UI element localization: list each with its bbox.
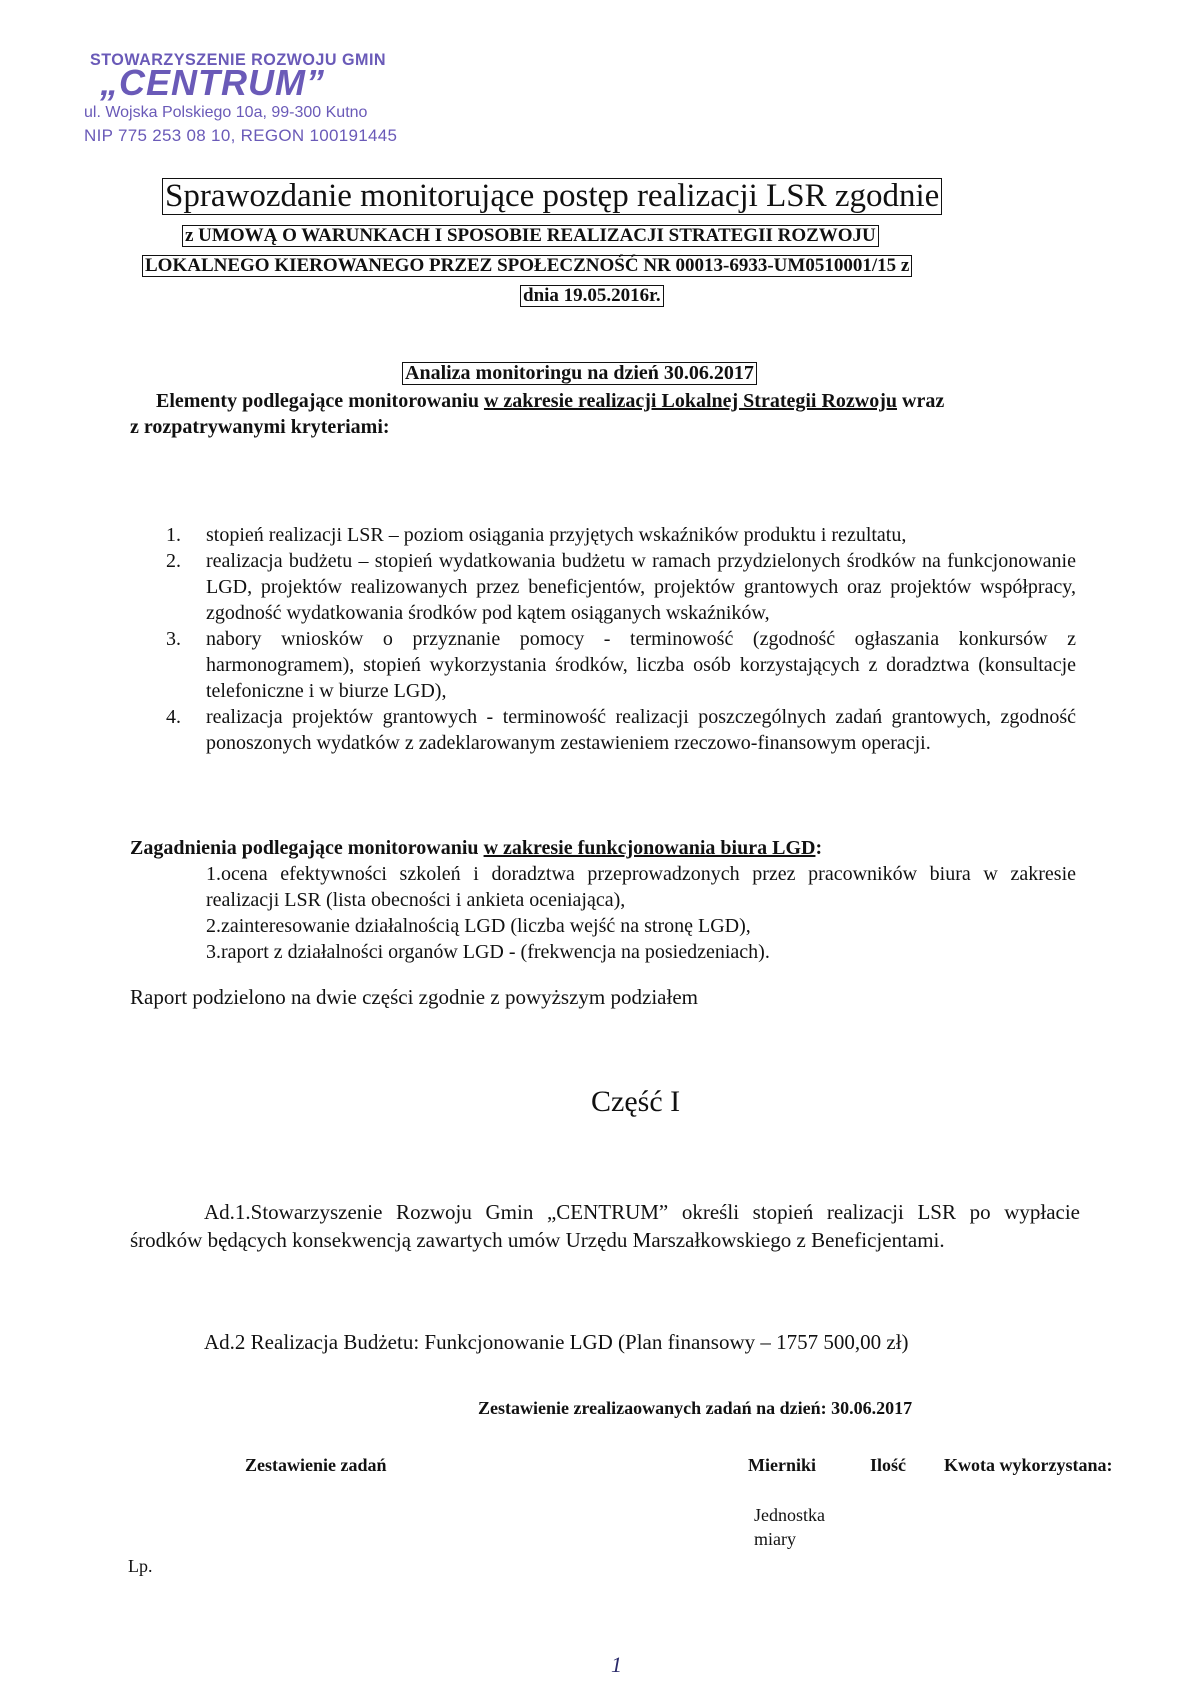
criteria-list xyxy=(166,522,1076,756)
analysis-intro-scope: w zakresie realizacji Lokalnej Strategii Rozwoju xyxy=(483,390,898,412)
subtitle-line-1: z UMOWĄ O WARUNKACH I SPOSOBIE REALIZACJI STRATEGII ROZWOJU xyxy=(182,225,879,247)
stamp-line-2: „CENTRUM” xyxy=(100,62,325,103)
analysis-intro: Elementy podlegające monitorowaniu w zakresie realizacji Lokalnej Strategii Rozwoju wraz z rozpatrywanymi kryteriami: xyxy=(130,390,945,438)
office-item-3: 3.raport z działalności organów LGD - (frekwencja na posiedzeniach). xyxy=(206,941,770,963)
office-heading: Zagadnienia podlegające monitorowaniu w zakresie funkcjonowania biura LGD: xyxy=(130,837,823,859)
table-col-quantity: Ilość xyxy=(870,1455,906,1475)
stamp-line-1: STOWARZYSZENIE ROZWOJU GMIN xyxy=(90,50,387,69)
list-item: 4. realizacja projektów grantowych - terminowość realizacji poszczególnych zadań grantowych, zgodność ponoszonych wydatków z zadeklarowanym zestawieniem rzeczowo-finansowym operacji. xyxy=(166,706,1076,754)
table-col-measures: Mierniki xyxy=(748,1455,816,1475)
office-heading-scope: w zakresie funkcjonowania biura LGD xyxy=(483,837,816,859)
office-item-1: 1.ocena efektywności szkoleń i doradztwa przeprowadzonych przez pracowników biura w zakresie realizacji LSR (lista obecności i ankieta oceniająca), xyxy=(206,863,1076,911)
list-item: 3. nabory wniosków o przyznanie pomocy - terminowość (zgodność ogłaszania konkursów z harmonogramem), stopień wykorzystania środków, liczba osób korzystających z doradztwa (konsultacje telefoniczne i w biurze LGD), xyxy=(166,628,1076,702)
table-lp-label: Lp. xyxy=(128,1556,153,1576)
list-item: 2. realizacja budżetu – stopień wydatkowania budżetu w ramach przydzielonych środków na funkcjonowanie LGD, projektów realizowanych przez beneficjentów, projektów grantowych oraz projektów współpracy, zgodność wydatkowania środków pod kątem osiąganych wskaźników, xyxy=(166,550,1076,624)
analysis-heading: Analiza monitoringu na dzień 30.06.2017 xyxy=(402,362,757,385)
table-col-amount: Kwota wykorzystana: xyxy=(944,1455,1113,1475)
stamp-line-3: ul. Wojska Polskiego 10a, 99-300 Kutno xyxy=(84,104,368,121)
subtitle-line-2: LOKALNEGO KIEROWANEGO PRZEZ SPOŁECZNOŚĆ NR 00013-6933-UM0510001/15 z xyxy=(142,255,912,277)
part-title: Część I xyxy=(591,1085,681,1118)
list-item: 1. stopień realizacji LSR – poziom osiągania przyjętych wskaźników produktu i rezultatu, xyxy=(166,524,907,546)
ad2-paragraph: Ad.2 Realizacja Budżetu: Funkcjonowanie LGD (Plan finansowy – 1757 500,00 zł) xyxy=(204,1330,909,1354)
analysis-intro-line2: z rozpatrywanymi kryteriami: xyxy=(130,416,390,438)
table-caption: Zestawienie zrealizaowanych zadań na dzień: 30.06.2017 xyxy=(478,1398,913,1418)
table-col-tasks: Zestawienie zadań xyxy=(245,1455,387,1475)
document-title: Sprawozdanie monitorujące postęp realizacji LSR zgodnie xyxy=(162,178,942,215)
ad1-paragraph: Ad.1.Stowarzyszenie Rozwoju Gmin „CENTRUM” określi stopień realizacji LSR po wypłacie środków będących konsekwencją zawartych umów Urzędu Marszałkowskiego z Beneficjentami. xyxy=(130,1200,1080,1252)
office-item-2: 2.zainteresowanie działalnością LGD (liczba wejść na stronę LGD), xyxy=(206,915,751,937)
page-number: 1 xyxy=(611,1652,622,1677)
table-unit-label: Jednostka miary xyxy=(754,1505,825,1549)
report-split-note: Raport podzielono na dwie części zgodnie z powyższym podziałem xyxy=(130,985,698,1009)
subtitle-line-3: dnia 19.05.2016r. xyxy=(520,285,664,307)
stamp-line-4: NIP 775 253 08 10, REGON 100191445 xyxy=(84,126,398,145)
